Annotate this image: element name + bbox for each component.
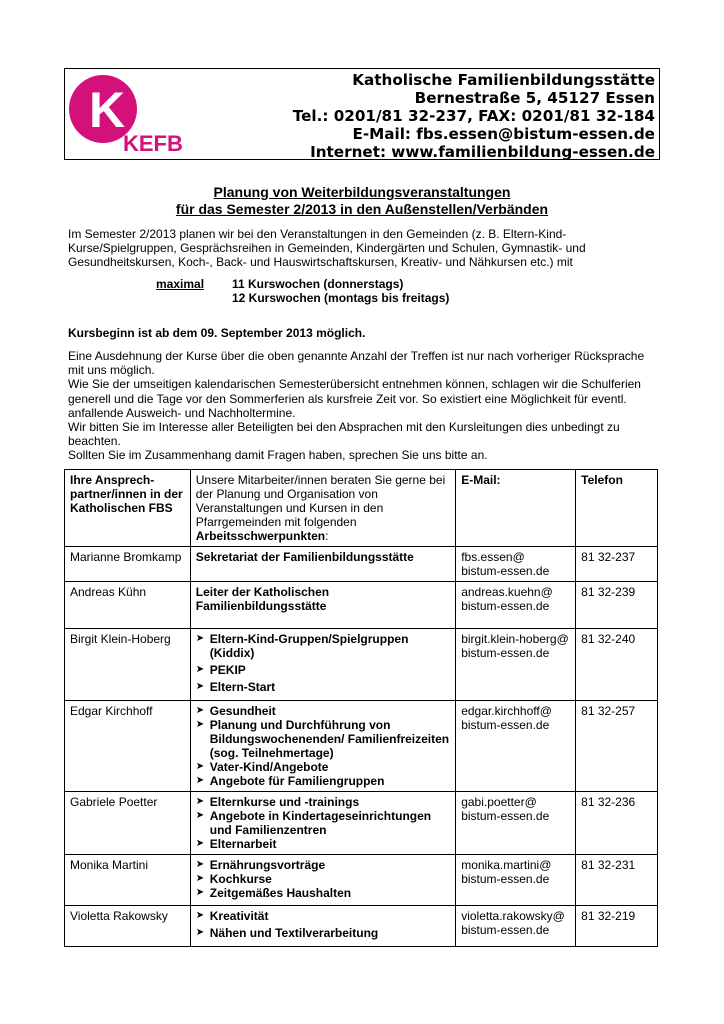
email-part-1: fbs.essen@ [461, 550, 525, 564]
email-part-2: bistum-essen.de [461, 872, 550, 886]
email-part-2: bistum-essen.de [461, 809, 550, 823]
table-row [65, 855, 658, 906]
logo-text: KEFB [123, 131, 183, 156]
email-part-1: birgit.klein-hoberg@ [461, 632, 569, 646]
arrow-bullet-icon: ➤ [195, 681, 205, 692]
letterhead [64, 68, 660, 160]
email-part-2: bistum-essen.de [461, 599, 550, 613]
contact-name: Violetta Rakowsky [65, 906, 191, 947]
focus-item: ➤ Elternkurse und -trainings [195, 795, 360, 809]
contact-focus-list [190, 701, 455, 792]
arrow-bullet-icon: ➤ [195, 927, 205, 938]
email-part-1: edgar.kirchhoff@ [461, 704, 552, 718]
contact-focus-list [190, 855, 455, 906]
title-line-1: Planung von Weiterbildungsveranstaltungen [213, 184, 511, 200]
contact-phone: 81 32-237 [576, 547, 658, 582]
contact-email [456, 906, 576, 947]
header-phone: Telefon [576, 470, 658, 547]
header-contact [293, 71, 655, 161]
arrow-bullet-icon: ➤ [195, 664, 205, 675]
contact-focus: Leiter der Katholischen Familienbildungsstätte [190, 582, 455, 629]
contact-email [456, 629, 576, 701]
focus-item: ➤ Eltern-Kind-Gruppen/Spielgruppen (Kiddix) [195, 632, 409, 660]
focus-item: ➤ Eltern-Start [195, 680, 276, 694]
focus-item: ➤ Kochkurse [195, 872, 272, 886]
email-part-1: monika.martini@ [461, 858, 552, 872]
contact-name: Edgar Kirchhoff [65, 701, 191, 792]
kurswochen-list [232, 277, 449, 305]
table-row [65, 906, 658, 947]
focus-item: ➤ Kreativität [195, 909, 269, 923]
table-row [65, 582, 658, 629]
contact-phone: 81 32-257 [576, 701, 658, 792]
email-part-1: gabi.poetter@ [461, 795, 537, 809]
info-paragraphs [68, 349, 658, 463]
arrow-bullet-icon: ➤ [195, 796, 205, 807]
header-partner: Ihre Ansprech-partner/innen in der Katholischen FBS [65, 470, 191, 547]
focus-item: ➤ Angebote für Familiengruppen [195, 774, 385, 788]
arrow-bullet-icon: ➤ [195, 810, 205, 821]
contact-name: Marianne Bromkamp [65, 547, 191, 582]
kurswochen-1: 11 Kurswochen (donnerstags) [232, 277, 404, 291]
title-line-2: für das Semester 2/2013 in den Außenstellen/Verbänden [175, 201, 549, 217]
table-row [65, 701, 658, 792]
arrow-bullet-icon: ➤ [195, 775, 205, 786]
org-internet: Internet: www.familienbildung-essen.de [310, 143, 655, 161]
kurswochen-2: 12 Kurswochen (montags bis freitags) [232, 291, 450, 305]
org-address: Bernestraße 5, 45127 Essen [414, 89, 655, 107]
table-header-row [65, 470, 658, 547]
focus-item: ➤ PEKIP [195, 663, 246, 677]
header-email: E-Mail: [456, 470, 576, 547]
arrow-bullet-icon: ➤ [195, 719, 205, 730]
contact-phone: 81 32-236 [576, 792, 658, 855]
contact-name: Birgit Klein-Hoberg [65, 629, 191, 701]
contact-phone: 81 32-231 [576, 855, 658, 906]
paragraph-2: Wie Sie der umseitigen kalendarischen Semesterübersicht entnehmen können, schlagen wir die Schulferien generell und die Tage vor den Sommerferien als kursfreie Zeit vor. So existiert eine Möglichkeit für eventl. anfallende Ausweich- und Nachholtermine. [68, 377, 641, 420]
arrow-bullet-icon: ➤ [195, 705, 205, 716]
focus-item: ➤ Elternarbeit [195, 837, 277, 851]
contact-name: Andreas Kühn [65, 582, 191, 629]
arrow-bullet-icon: ➤ [195, 887, 205, 898]
focus-item: ➤ Ernährungsvorträge [195, 858, 326, 872]
arrow-bullet-icon: ➤ [195, 838, 205, 849]
arrow-bullet-icon: ➤ [195, 633, 205, 644]
kursbeginn-notice: Kursbeginn ist ab dem 09. September 2013 möglich. [68, 326, 366, 340]
email-part-1: andreas.kuehn@ [461, 585, 553, 599]
arrow-bullet-icon: ➤ [195, 910, 205, 921]
header-desc-text: Unsere Mitarbeiter/innen beraten Sie gerne bei der Planung und Organisation von Veranstaltungen und Kursen in den Pfarrgemeinden mit folgenden [195, 473, 446, 529]
contact-phone: 81 32-240 [576, 629, 658, 701]
focus-item: ➤ Planung und Durchführung von Bildungswochenenden/ Familienfreizeiten (sog. Teilnehmertage) [195, 718, 450, 760]
contact-focus-list [190, 906, 455, 947]
table-row [65, 792, 658, 855]
org-name: Katholische Familienbildungsstätte [352, 71, 655, 89]
focus-item: ➤ Zeitgemäßes Haushalten [195, 886, 352, 900]
email-part-2: bistum-essen.de [461, 564, 550, 578]
email-part-2: bistum-essen.de [461, 923, 550, 937]
header-desc-bold: Arbeitsschwerpunkten [195, 529, 326, 543]
contact-phone: 81 32-219 [576, 906, 658, 947]
intro-paragraph: Im Semester 2/2013 planen wir bei den Veranstaltungen in den Gemeinden (z. B. Eltern-Kind-Kurse/Spielgruppen, Gesprächsreihen in Gemeinden, Kindergärten und Schulen, Gymnastik- und Gesundheitskursen, Koch-, Back- und Hauswirtschaftskursen, Kreativ- und Nähkursen etc.) mit [68, 227, 586, 270]
contact-name: Gabriele Poetter [65, 792, 191, 855]
contact-focus-list [190, 629, 455, 701]
paragraph-3: Wir bitten Sie im Interesse aller Beteiligten bei den Absprachen mit den Kursleitungen dies unbedingt zu beachten. [68, 420, 620, 449]
focus-item: ➤ Nähen und Textilverarbeitung [195, 926, 379, 940]
logo-letter: K [89, 82, 126, 138]
contact-focus: Sekretariat der Familienbildungsstätte [190, 547, 455, 582]
table-row [65, 547, 658, 582]
email-part-2: bistum-essen.de [461, 646, 550, 660]
org-phone-fax: Tel.: 0201/81 32-237, FAX: 0201/81 32-184 [292, 107, 655, 125]
contact-name: Monika Martini [65, 855, 191, 906]
arrow-bullet-icon: ➤ [195, 859, 205, 870]
paragraph-4: Sollten Sie im Zusammenhang damit Fragen haben, sprechen Sie uns bitte an. [68, 448, 488, 463]
maximal-label: maximal [156, 277, 205, 291]
kefb-logo [67, 71, 187, 157]
header-description [190, 470, 455, 547]
contact-email [456, 582, 576, 629]
header-desc-colon: : [325, 529, 329, 543]
org-email: E-Mail: fbs.essen@bistum-essen.de [352, 125, 655, 143]
contact-focus-list [190, 792, 455, 855]
arrow-bullet-icon: ➤ [195, 873, 205, 884]
table-row [65, 629, 658, 701]
contact-email [456, 792, 576, 855]
focus-item: ➤ Vater-Kind/Angebote [195, 760, 329, 774]
paragraph-1: Eine Ausdehnung der Kurse über die oben genannte Anzahl der Treffen ist nur nach vorheriger Rücksprache mit uns möglich. [68, 349, 645, 378]
focus-item: ➤ Gesundheit [195, 704, 276, 718]
contact-phone: 81 32-239 [576, 582, 658, 629]
email-part-1: violetta.rakowsky@ [461, 909, 565, 923]
document-title [64, 184, 660, 218]
contact-email [456, 701, 576, 792]
contacts-table [64, 469, 658, 947]
contact-email [456, 855, 576, 906]
email-part-2: bistum-essen.de [461, 718, 550, 732]
contact-email [456, 547, 576, 582]
focus-item: ➤ Angebote in Kindertageseinrichtungen und Familienzentren [195, 809, 432, 837]
arrow-bullet-icon: ➤ [195, 761, 205, 772]
